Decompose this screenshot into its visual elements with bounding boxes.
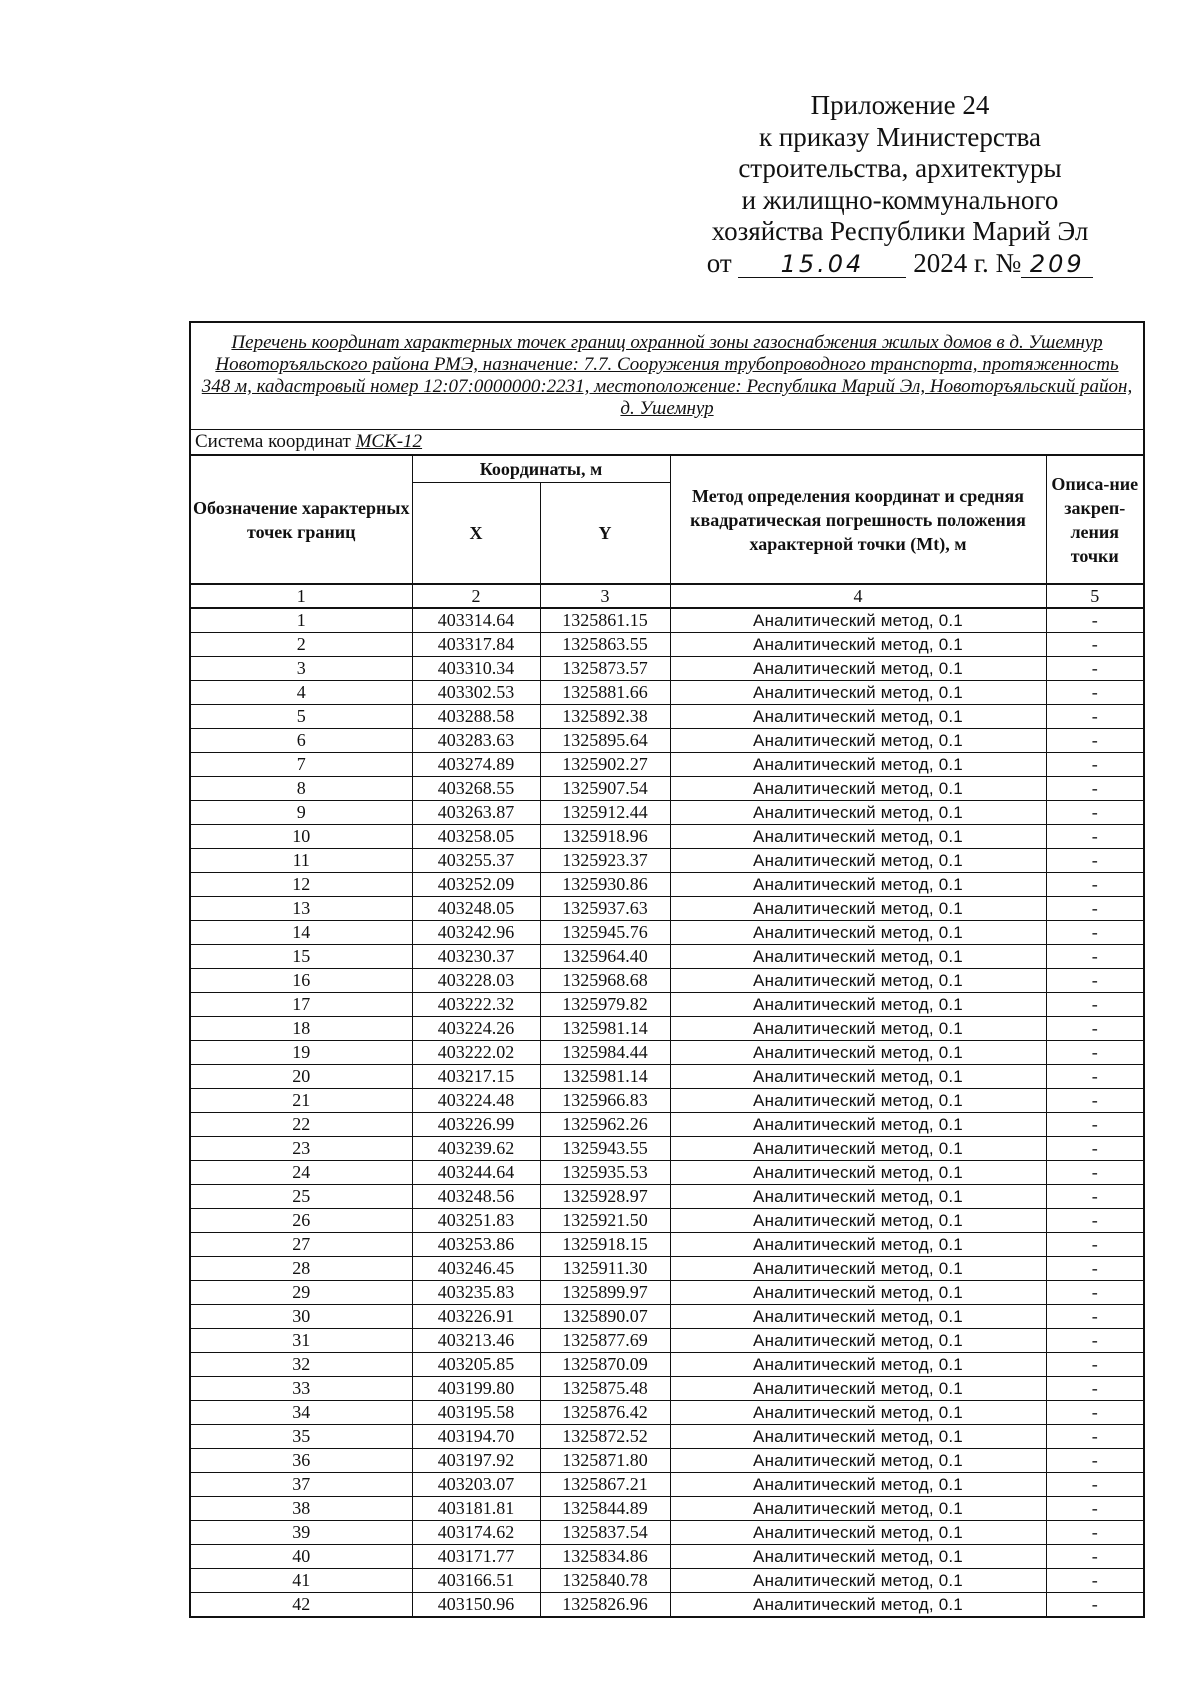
fixing-description: -	[1046, 1425, 1144, 1449]
order-year-label: 2024 г. №	[913, 247, 1022, 278]
coord-y: 1325966.83	[540, 1089, 670, 1113]
coord-x: 403268.55	[412, 777, 540, 801]
table-row	[190, 801, 1144, 825]
coord-x: 403224.48	[412, 1089, 540, 1113]
coord-x: 403253.86	[412, 1233, 540, 1257]
point-number: 1	[190, 608, 412, 633]
table-row	[190, 1521, 1144, 1545]
coord-y: 1325943.55	[540, 1137, 670, 1161]
fixing-description: -	[1046, 657, 1144, 681]
point-number: 33	[190, 1377, 412, 1401]
coord-y: 1325895.64	[540, 729, 670, 753]
order-attachment-header	[690, 90, 1110, 279]
fixing-description: -	[1046, 849, 1144, 873]
point-number: 19	[190, 1041, 412, 1065]
date-prefix: от	[706, 247, 732, 278]
coord-y: 1325918.96	[540, 825, 670, 849]
fixing-description: -	[1046, 1161, 1144, 1185]
point-number: 4	[190, 681, 412, 705]
coord-y: 1325873.57	[540, 657, 670, 681]
coord-x: 403230.37	[412, 945, 540, 969]
point-number: 17	[190, 993, 412, 1017]
point-number: 7	[190, 753, 412, 777]
header-description: Описа-ние закреп-ления точки	[1046, 455, 1144, 584]
point-number: 34	[190, 1401, 412, 1425]
method: Аналитический метод, 0.1	[670, 1257, 1046, 1281]
method: Аналитический метод, 0.1	[670, 1593, 1046, 1618]
point-number: 28	[190, 1257, 412, 1281]
table-row	[190, 1473, 1144, 1497]
point-number: 11	[190, 849, 412, 873]
coord-y: 1325937.63	[540, 897, 670, 921]
coord-y: 1325837.54	[540, 1521, 670, 1545]
coord-y: 1325964.40	[540, 945, 670, 969]
point-number: 25	[190, 1185, 412, 1209]
point-number: 8	[190, 777, 412, 801]
coord-y: 1325844.89	[540, 1497, 670, 1521]
table-row	[190, 1401, 1144, 1425]
fixing-description: -	[1046, 1257, 1144, 1281]
coord-x: 403150.96	[412, 1593, 540, 1618]
coord-x: 403199.80	[412, 1377, 540, 1401]
fixing-description: -	[1046, 825, 1144, 849]
method: Аналитический метод, 0.1	[670, 1185, 1046, 1209]
method: Аналитический метод, 0.1	[670, 1281, 1046, 1305]
table-row	[190, 1185, 1144, 1209]
method: Аналитический метод, 0.1	[670, 753, 1046, 777]
table-row	[190, 753, 1144, 777]
method: Аналитический метод, 0.1	[670, 1449, 1046, 1473]
coord-x: 403302.53	[412, 681, 540, 705]
fixing-description: -	[1046, 1593, 1144, 1618]
method: Аналитический метод, 0.1	[670, 921, 1046, 945]
coord-x: 403171.77	[412, 1545, 540, 1569]
column-number: 2	[412, 584, 540, 608]
coordinate-system-row	[190, 430, 1144, 456]
table-row	[190, 681, 1144, 705]
coord-y: 1325918.15	[540, 1233, 670, 1257]
table-row	[190, 1161, 1144, 1185]
coord-y: 1325892.38	[540, 705, 670, 729]
method: Аналитический метод, 0.1	[670, 1017, 1046, 1041]
table-row	[190, 1017, 1144, 1041]
point-number: 38	[190, 1497, 412, 1521]
coord-x: 403248.05	[412, 897, 540, 921]
header-line-2: к приказу Министерства	[758, 121, 1042, 152]
table-row	[190, 945, 1144, 969]
method: Аналитический метод, 0.1	[670, 705, 1046, 729]
coord-y: 1325945.76	[540, 921, 670, 945]
coord-y: 1325912.44	[540, 801, 670, 825]
table-row	[190, 1569, 1144, 1593]
table-row	[190, 921, 1144, 945]
fixing-description: -	[1046, 705, 1144, 729]
table-row	[190, 897, 1144, 921]
method: Аналитический метод, 0.1	[670, 681, 1046, 705]
coord-y: 1325911.30	[540, 1257, 670, 1281]
method: Аналитический метод, 0.1	[670, 825, 1046, 849]
fixing-description: -	[1046, 1473, 1144, 1497]
point-number: 13	[190, 897, 412, 921]
coord-y: 1325981.14	[540, 1017, 670, 1041]
table-row	[190, 1449, 1144, 1473]
coord-y: 1325867.21	[540, 1473, 670, 1497]
table-row	[190, 1305, 1144, 1329]
table-row	[190, 1329, 1144, 1353]
order-date-line	[690, 248, 1110, 280]
method: Аналитический метод, 0.1	[670, 1353, 1046, 1377]
handwritten-order-number: 209	[1021, 251, 1093, 278]
header-line-4: и жилищно-коммунального	[741, 184, 1059, 215]
coord-y: 1325877.69	[540, 1329, 670, 1353]
coord-x: 403222.02	[412, 1041, 540, 1065]
coord-y: 1325870.09	[540, 1353, 670, 1377]
column-number: 4	[670, 584, 1046, 608]
coord-x: 403258.05	[412, 825, 540, 849]
coord-y: 1325861.15	[540, 608, 670, 633]
coord-y: 1325984.44	[540, 1041, 670, 1065]
table-row	[190, 1593, 1144, 1618]
coord-x: 403263.87	[412, 801, 540, 825]
point-number: 36	[190, 1449, 412, 1473]
table-row	[190, 608, 1144, 633]
point-number: 12	[190, 873, 412, 897]
point-number: 3	[190, 657, 412, 681]
method: Аналитический метод, 0.1	[670, 1521, 1046, 1545]
fixing-description: -	[1046, 1545, 1144, 1569]
coord-x: 403314.64	[412, 608, 540, 633]
method: Аналитический метод, 0.1	[670, 1041, 1046, 1065]
fixing-description: -	[1046, 1449, 1144, 1473]
method: Аналитический метод, 0.1	[670, 1089, 1046, 1113]
coord-x: 403248.56	[412, 1185, 540, 1209]
table-row	[190, 1233, 1144, 1257]
coordinates-table	[189, 321, 1145, 1618]
table-row	[190, 1065, 1144, 1089]
header-method: Метод определения координат и средняя квадратическая погрешность положения характерной точки (Mt), м	[670, 455, 1046, 584]
coord-y: 1325962.26	[540, 1113, 670, 1137]
point-number: 41	[190, 1569, 412, 1593]
method: Аналитический метод, 0.1	[670, 873, 1046, 897]
method: Аналитический метод, 0.1	[670, 1065, 1046, 1089]
fixing-description: -	[1046, 945, 1144, 969]
point-number: 40	[190, 1545, 412, 1569]
coord-y: 1325968.68	[540, 969, 670, 993]
coord-y: 1325881.66	[540, 681, 670, 705]
coord-x: 403197.92	[412, 1449, 540, 1473]
coord-x: 403317.84	[412, 633, 540, 657]
coord-y: 1325902.27	[540, 753, 670, 777]
coord-y: 1325928.97	[540, 1185, 670, 1209]
method: Аналитический метод, 0.1	[670, 1377, 1046, 1401]
coord-x: 403181.81	[412, 1497, 540, 1521]
method: Аналитический метод, 0.1	[670, 1305, 1046, 1329]
fixing-description: -	[1046, 681, 1144, 705]
coord-y: 1325907.54	[540, 777, 670, 801]
point-number: 42	[190, 1593, 412, 1618]
point-number: 39	[190, 1521, 412, 1545]
coord-x: 403203.07	[412, 1473, 540, 1497]
coord-x: 403244.64	[412, 1161, 540, 1185]
table-row	[190, 1209, 1144, 1233]
point-number: 24	[190, 1161, 412, 1185]
header-line-3: строительства, архитектуры	[738, 153, 1062, 183]
fixing-description: -	[1046, 1353, 1144, 1377]
method: Аналитический метод, 0.1	[670, 1137, 1046, 1161]
fixing-description: -	[1046, 1521, 1144, 1545]
table-row	[190, 633, 1144, 657]
coord-x: 403194.70	[412, 1425, 540, 1449]
point-number: 31	[190, 1329, 412, 1353]
fixing-description: -	[1046, 1329, 1144, 1353]
table-row	[190, 873, 1144, 897]
point-number: 10	[190, 825, 412, 849]
fixing-description: -	[1046, 1017, 1144, 1041]
coord-y: 1325840.78	[540, 1569, 670, 1593]
coord-x: 403239.62	[412, 1137, 540, 1161]
method: Аналитический метод, 0.1	[670, 1161, 1046, 1185]
fixing-description: -	[1046, 873, 1144, 897]
fixing-description: -	[1046, 1305, 1144, 1329]
method: Аналитический метод, 0.1	[670, 1473, 1046, 1497]
point-number: 27	[190, 1233, 412, 1257]
method: Аналитический метод, 0.1	[670, 1497, 1046, 1521]
method: Аналитический метод, 0.1	[670, 801, 1046, 825]
method: Аналитический метод, 0.1	[670, 633, 1046, 657]
fixing-description: -	[1046, 801, 1144, 825]
coord-y: 1325863.55	[540, 633, 670, 657]
fixing-description: -	[1046, 1065, 1144, 1089]
column-number: 1	[190, 584, 412, 608]
header-y: Y	[540, 483, 670, 585]
fixing-description: -	[1046, 1137, 1144, 1161]
coordinate-system-label: Система координат	[195, 431, 351, 452]
coord-y: 1325890.07	[540, 1305, 670, 1329]
table-row	[190, 657, 1144, 681]
table-row	[190, 1377, 1144, 1401]
method: Аналитический метод, 0.1	[670, 1425, 1046, 1449]
coord-x: 403213.46	[412, 1329, 540, 1353]
point-number: 35	[190, 1425, 412, 1449]
table-row	[190, 1257, 1144, 1281]
table-row	[190, 825, 1144, 849]
table-row	[190, 729, 1144, 753]
method: Аналитический метод, 0.1	[670, 608, 1046, 633]
method: Аналитический метод, 0.1	[670, 897, 1046, 921]
coord-y: 1325871.80	[540, 1449, 670, 1473]
fixing-description: -	[1046, 729, 1144, 753]
coord-y: 1325930.86	[540, 873, 670, 897]
fixing-description: -	[1046, 1377, 1144, 1401]
coord-y: 1325872.52	[540, 1425, 670, 1449]
fixing-description: -	[1046, 969, 1144, 993]
point-number: 5	[190, 705, 412, 729]
table-row	[190, 1353, 1144, 1377]
fixing-description: -	[1046, 1281, 1144, 1305]
coord-x: 403226.99	[412, 1113, 540, 1137]
point-number: 16	[190, 969, 412, 993]
fixing-description: -	[1046, 1089, 1144, 1113]
coord-y: 1325921.50	[540, 1209, 670, 1233]
method: Аналитический метод, 0.1	[670, 1401, 1046, 1425]
coord-x: 403228.03	[412, 969, 540, 993]
fixing-description: -	[1046, 921, 1144, 945]
fixing-description: -	[1046, 1113, 1144, 1137]
fixing-description: -	[1046, 1497, 1144, 1521]
fixing-description: -	[1046, 753, 1144, 777]
coord-x: 403283.63	[412, 729, 540, 753]
point-number: 21	[190, 1089, 412, 1113]
coord-x: 403235.83	[412, 1281, 540, 1305]
point-number: 9	[190, 801, 412, 825]
fixing-description: -	[1046, 1041, 1144, 1065]
table-row	[190, 1137, 1144, 1161]
table-row	[190, 1041, 1144, 1065]
method: Аналитический метод, 0.1	[670, 1569, 1046, 1593]
coord-x: 403251.83	[412, 1209, 540, 1233]
coord-x: 403274.89	[412, 753, 540, 777]
coord-y: 1325875.48	[540, 1377, 670, 1401]
fixing-description: -	[1046, 993, 1144, 1017]
fixing-description: -	[1046, 1401, 1144, 1425]
point-number: 2	[190, 633, 412, 657]
coord-x: 403255.37	[412, 849, 540, 873]
coord-y: 1325834.86	[540, 1545, 670, 1569]
point-number: 26	[190, 1209, 412, 1233]
handwritten-date: 15.04	[738, 251, 906, 278]
coord-x: 403252.09	[412, 873, 540, 897]
attachment-title: Приложение 24	[810, 90, 990, 120]
coord-x: 403226.91	[412, 1305, 540, 1329]
coord-x: 403222.32	[412, 993, 540, 1017]
fixing-description: -	[1046, 1233, 1144, 1257]
table-row	[190, 705, 1144, 729]
coord-x: 403205.85	[412, 1353, 540, 1377]
table-row	[190, 1089, 1144, 1113]
point-number: 15	[190, 945, 412, 969]
fixing-description: -	[1046, 897, 1144, 921]
coord-y: 1325979.82	[540, 993, 670, 1017]
coord-x: 403246.45	[412, 1257, 540, 1281]
coord-y: 1325826.96	[540, 1593, 670, 1618]
point-number: 37	[190, 1473, 412, 1497]
point-number: 23	[190, 1137, 412, 1161]
table-row	[190, 969, 1144, 993]
fixing-description: -	[1046, 633, 1144, 657]
method: Аналитический метод, 0.1	[670, 777, 1046, 801]
table-row	[190, 1113, 1144, 1137]
fixing-description: -	[1046, 1209, 1144, 1233]
point-number: 20	[190, 1065, 412, 1089]
fixing-description: -	[1046, 777, 1144, 801]
point-number: 14	[190, 921, 412, 945]
table-row	[190, 1497, 1144, 1521]
point-number: 32	[190, 1353, 412, 1377]
method: Аналитический метод, 0.1	[670, 849, 1046, 873]
header-coordinates: Координаты, м	[412, 455, 670, 483]
coordinate-system-value: МСК-12	[355, 431, 423, 452]
coord-x: 403310.34	[412, 657, 540, 681]
table-row	[190, 1281, 1144, 1305]
coord-x: 403224.26	[412, 1017, 540, 1041]
coord-y: 1325981.14	[540, 1065, 670, 1089]
method: Аналитический метод, 0.1	[670, 729, 1046, 753]
header-designation: Обозначение характерных точек границ	[190, 455, 412, 584]
point-number: 29	[190, 1281, 412, 1305]
coord-x: 403288.58	[412, 705, 540, 729]
header-line-5: хозяйства Республики Марий Эл	[711, 216, 1089, 246]
table-row	[190, 849, 1144, 873]
fixing-description: -	[1046, 1185, 1144, 1209]
header-x: X	[412, 483, 540, 585]
fixing-description: -	[1046, 608, 1144, 633]
point-number: 22	[190, 1113, 412, 1137]
method: Аналитический метод, 0.1	[670, 945, 1046, 969]
method: Аналитический метод, 0.1	[670, 993, 1046, 1017]
table-caption: Перечень координат характерных точек границ охранной зоны газоснабжения жилых домов в д. Ушемнур Новоторъяльского района РМЭ, назначение: 7.7. Сооружения трубопроводного транспорта, протяженность 348 м, кадастровый номер 12:07:0000000:2231, местоположение: Республика Марий Эл, Новоторъяльский район, д. Ушемнур	[190, 322, 1144, 430]
method: Аналитический метод, 0.1	[670, 969, 1046, 993]
table-row	[190, 993, 1144, 1017]
coord-y: 1325876.42	[540, 1401, 670, 1425]
coord-y: 1325899.97	[540, 1281, 670, 1305]
method: Аналитический метод, 0.1	[670, 1329, 1046, 1353]
table-row	[190, 1425, 1144, 1449]
coord-y: 1325935.53	[540, 1161, 670, 1185]
coord-x: 403217.15	[412, 1065, 540, 1089]
method: Аналитический метод, 0.1	[670, 1209, 1046, 1233]
method: Аналитический метод, 0.1	[670, 1545, 1046, 1569]
point-number: 6	[190, 729, 412, 753]
coord-x: 403174.62	[412, 1521, 540, 1545]
column-number-row	[190, 584, 1144, 608]
point-number: 30	[190, 1305, 412, 1329]
method: Аналитический метод, 0.1	[670, 657, 1046, 681]
coord-x: 403242.96	[412, 921, 540, 945]
column-number: 5	[1046, 584, 1144, 608]
coord-x: 403195.58	[412, 1401, 540, 1425]
method: Аналитический метод, 0.1	[670, 1233, 1046, 1257]
point-number: 18	[190, 1017, 412, 1041]
table-row	[190, 777, 1144, 801]
column-number: 3	[540, 584, 670, 608]
method: Аналитический метод, 0.1	[670, 1113, 1046, 1137]
fixing-description: -	[1046, 1569, 1144, 1593]
table-row	[190, 1545, 1144, 1569]
coord-y: 1325923.37	[540, 849, 670, 873]
coord-x: 403166.51	[412, 1569, 540, 1593]
